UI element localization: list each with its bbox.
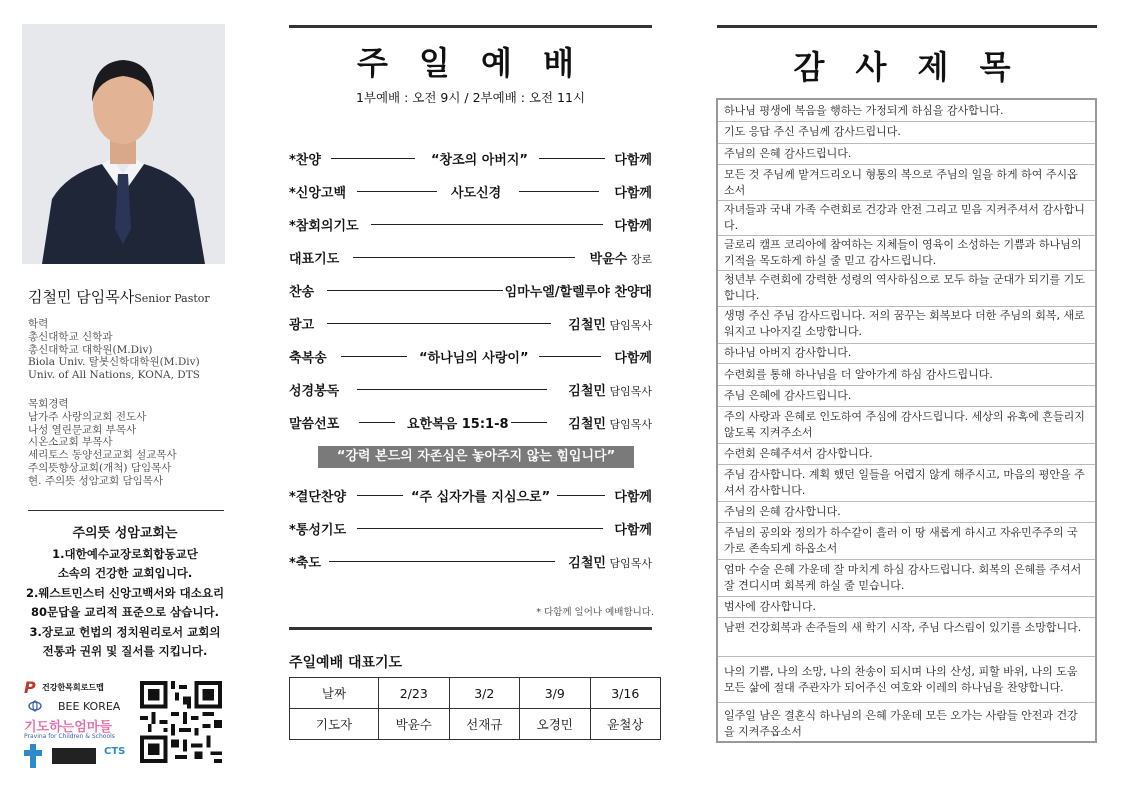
thanks-item: 청년부 수련회에 강력한 성령의 역사하심으로 모두 하늘 군대가 되기를 기도합니다. — [724, 273, 1085, 302]
table-cell: 윤철상 — [590, 709, 661, 740]
order-item — [289, 517, 652, 539]
divider — [718, 443, 1095, 444]
thanks-item: 범사에 감사합니다. — [724, 600, 817, 613]
divider — [718, 343, 1095, 344]
divider — [718, 596, 1095, 597]
order-label: 축복송 — [289, 351, 327, 366]
order-title: “주 십자가를 지심으로” — [411, 490, 551, 505]
order-leader: 김철민 — [568, 417, 606, 432]
leader-line — [539, 158, 605, 159]
career-item: 주의뜻향상교회(개척) 담임목사 — [28, 461, 172, 474]
education-item: 총신대학교 대학원(M.Div) — [28, 343, 153, 356]
order-title: 사도신경 — [451, 186, 502, 201]
thanks-item: 주님 은혜에 감사드립니다. — [724, 389, 852, 402]
order-label: 광고 — [289, 318, 315, 333]
bee-icon — [28, 699, 42, 713]
career-section — [28, 398, 177, 488]
divider — [718, 200, 1095, 201]
career-item: 현. 주의뜻 성암교회 담임목사 — [28, 474, 164, 487]
order-leader-role: 담임목사 — [605, 319, 652, 332]
leader-line — [357, 191, 437, 192]
order-leader: 임마누엘/할렐루야 찬양대 — [504, 285, 652, 300]
thanks-item: 수련회 은혜주셔서 감사합니다. — [724, 447, 873, 460]
table-cell: 기도자 — [290, 709, 379, 740]
divider — [718, 143, 1095, 144]
thanks-list — [716, 98, 1097, 743]
order-label: *축도 — [289, 556, 321, 571]
order-label: *통성기도 — [289, 523, 347, 538]
health-roadmap-text: 건강한목회로드맵 — [42, 683, 104, 692]
church-line: 2.웨스트민스터 신앙고백서와 대소요리 — [25, 585, 225, 600]
order-item — [289, 411, 652, 433]
pastor-portrait-illustration — [22, 24, 225, 264]
sermon-title-banner: “강력 본드의 자존심은 놓아주지 않는 힘입니다” — [318, 446, 634, 468]
career-item: 남가주 사랑의교회 전도사 — [28, 410, 147, 423]
table-cell: 오경민 — [520, 709, 591, 740]
divider — [718, 306, 1095, 307]
order-title: 요한복음 15:1-8 — [407, 417, 509, 432]
order-item — [289, 312, 652, 334]
order-leader-role: 장로 — [627, 253, 652, 266]
table-header-cell: 3/16 — [590, 678, 661, 709]
thanks-item: 엄마 수술 은혜 가운데 잘 마치게 하심 감사드립니다. 회복의 은혜를 주셔서 잘 견디시며 회복케 하실 줄 믿습니다. — [724, 563, 1082, 592]
stand-note: * 다함께 일어나 예배합니다. — [536, 607, 654, 618]
divider — [718, 164, 1095, 165]
education-item: 총신대학교 신학과 — [28, 330, 113, 343]
education-item: Univ. of All Nations, KONA, DTS — [28, 369, 200, 382]
prayer-schedule-table — [289, 677, 661, 740]
leader-line — [371, 224, 603, 225]
divider — [28, 510, 224, 511]
order-leader-role: 담임목사 — [605, 557, 652, 570]
order-leader: 다함께 — [614, 351, 652, 366]
order-title: “창조의 아버지” — [431, 153, 528, 168]
thanks-item: 나의 기쁨, 나의 소망, 나의 찬송이 되시며 나의 산성, 피할 바위, 나의 도움 모든 삶에 절대 주관자가 되어주신 여호와 이레의 하나님을 찬양합니다. — [724, 665, 1078, 694]
qr-code-icon[interactable] — [140, 681, 222, 763]
pastor-name-ko: 김철민 담임목사 — [28, 288, 135, 306]
divider — [718, 406, 1095, 407]
table-header-cell: 3/9 — [520, 678, 591, 709]
order-leader-role: 담임목사 — [605, 385, 652, 398]
thanks-item: 모든 것 주님께 맡겨드리오니 형통의 복으로 주님의 일을 하게 하여 주시옵소서 — [724, 168, 1078, 197]
leader-line — [357, 389, 547, 390]
divider — [718, 522, 1095, 523]
table-header-cell: 2/23 — [379, 678, 450, 709]
order-leader: 김철민 — [568, 556, 606, 571]
leader-line — [327, 323, 551, 324]
divider — [718, 235, 1095, 236]
divider — [289, 627, 652, 630]
partner-logos — [24, 680, 132, 770]
career-item: 나성 열린문교회 부목사 — [28, 423, 137, 436]
order-item — [289, 550, 652, 572]
divider — [718, 363, 1095, 364]
order-leader: 김철민 — [568, 318, 606, 333]
thanks-item: 주님의 공의와 정의가 하수같이 흘러 이 땅 새롭게 하시고 자유민주주의 국가로 존속되게 하옵소서 — [724, 526, 1078, 555]
prayer-schedule-title: 주일예배 대표기도 — [289, 655, 403, 671]
leader-line — [329, 561, 555, 562]
pastor-photo — [22, 24, 225, 264]
church-line: 3.장로교 헌법의 정치원리로서 교회의 — [29, 624, 221, 639]
cts-logo: CTS — [104, 746, 126, 757]
order-leader: 다함께 — [614, 153, 652, 168]
bee-korea-text: BEE KOREA — [58, 700, 121, 713]
divider — [289, 25, 652, 28]
divider — [718, 617, 1095, 618]
leader-line — [357, 528, 603, 529]
order-label: *신앙고백 — [289, 186, 347, 201]
divider — [717, 25, 1097, 28]
prayer-moms-logo: 기도하는엄마들 — [24, 720, 112, 735]
divider — [718, 270, 1095, 271]
divider — [718, 656, 1095, 657]
thanks-item: 수련회를 통해 하나님을 더 알아가게 하심 감사드립니다. — [724, 368, 993, 381]
order-label: 말씀선포 — [289, 417, 340, 432]
thanks-item: 기도 응답 주신 주님께 감사드립니다. — [724, 125, 901, 138]
leader-line — [327, 290, 503, 291]
order-item — [289, 147, 652, 169]
order-item — [289, 378, 652, 400]
order-item — [289, 279, 652, 301]
leader-line — [357, 495, 403, 496]
education-section — [28, 318, 200, 382]
worship-times: 1부예배 : 오전 9시 / 2부예배 : 오전 11시 — [355, 90, 586, 105]
thanks-item: 주의 사랑과 은혜로 인도하여 주심에 감사드립니다. 세상의 유혹에 흔들리지 않도록 지켜주소서 — [724, 410, 1085, 439]
order-item — [289, 180, 652, 202]
order-leader-role: 담임목사 — [605, 418, 652, 431]
church-line: 전통과 권위 및 질서를 지킵니다. — [42, 644, 208, 658]
cross-logo-icon — [24, 744, 42, 768]
table-row — [290, 678, 661, 709]
thanks-item: 주님의 은혜 감사합니다. — [724, 505, 841, 518]
thanks-item: 하나님 평생에 복음을 행하는 가정되게 하심을 감사합니다. — [724, 104, 1004, 117]
bee-korea-logo — [24, 698, 132, 716]
career-item: 시온소교회 부목사 — [28, 436, 113, 449]
thanks-item: 주님 감사합니다. 계획 했던 일들을 어렵지 않게 해주시고, 마음의 평안을 주셔서 감사합니다. — [724, 468, 1085, 497]
leader-line — [539, 356, 601, 357]
prayer-moms-tagline: Pravina for Children & Schools — [24, 733, 115, 740]
order-label: 찬송 — [289, 285, 315, 300]
thanks-item: 주님의 은혜 감사드립니다. — [724, 147, 852, 160]
table-header-cell: 3/2 — [449, 678, 520, 709]
divider — [718, 501, 1095, 502]
church-seal-logo-icon — [52, 748, 96, 764]
divider — [718, 121, 1095, 122]
table-cell: 선재규 — [449, 709, 520, 740]
worship-title: 주 일 예 배 — [356, 44, 585, 82]
leader-line — [331, 158, 415, 159]
leader-line — [341, 356, 407, 357]
leader-line — [353, 257, 575, 258]
church-line: 1.대한예수교장로회합동교단 — [52, 546, 198, 561]
church-line: 80문답을 교리적 표준으로 삼습니다. — [31, 605, 219, 619]
table-row — [290, 709, 661, 740]
church-description — [22, 524, 228, 662]
pastor-title-en: Senior Pastor — [134, 292, 210, 305]
order-leader: 다함께 — [614, 490, 652, 505]
leader-line — [519, 191, 599, 192]
education-heading: 학력 — [28, 318, 49, 330]
order-item — [289, 246, 652, 268]
career-heading: 목회경력 — [28, 398, 69, 410]
thanks-item: 생명 주신 주님 감사드립니다. 저의 꿈꾸는 회복보다 더한 주님의 회복, 새로워지고 나아지길 소망합니다. — [724, 309, 1085, 338]
thanks-item: 일주일 남은 결혼식 하나님의 은혜 가운데 모든 오가는 사람들 안전과 건강을 지켜주옵소서 — [724, 709, 1078, 738]
church-line: 소속의 건강한 교회입니다. — [57, 566, 193, 580]
order-item — [289, 345, 652, 367]
order-leader: 김철민 — [568, 384, 606, 399]
table-header-cell: 날짜 — [290, 678, 379, 709]
thanks-item: 자녀들과 국내 가족 수련회로 건강과 안전 그리고 믿음 지켜주셔서 감사합니다. — [724, 203, 1085, 232]
leader-line — [359, 422, 395, 423]
divider — [718, 385, 1095, 386]
order-label: *참회의기도 — [289, 219, 359, 234]
career-item: 세리토스 동양선교교회 설교목사 — [28, 449, 177, 462]
leader-line — [557, 495, 605, 496]
church-title: 주의뜻 성암교회는 — [72, 526, 178, 541]
order-leader: 다함께 — [614, 186, 652, 201]
thanks-item: 글로리 캠프 코리아에 참여하는 지체들이 영육이 소성하는 기쁨과 하나님의 기적을 목도하게 하실 줄 믿고 감사드립니다. — [724, 238, 1082, 267]
education-item: Biola Univ. 탈봇신학대학원(M.Div) — [28, 356, 200, 369]
pg-logo-mark-icon: P — [24, 678, 36, 697]
divider — [718, 464, 1095, 465]
pastor-name — [28, 286, 210, 307]
order-item — [289, 213, 652, 235]
order-leader: 박윤수 — [589, 252, 628, 267]
table-cell: 박윤수 — [379, 709, 450, 740]
order-leader: 다함께 — [614, 523, 652, 538]
order-label: 성경봉독 — [289, 384, 340, 399]
divider — [718, 702, 1095, 703]
order-label: *찬양 — [289, 153, 321, 168]
order-title: “하나님의 사랑이” — [419, 351, 529, 366]
order-item — [289, 484, 652, 506]
leader-line — [511, 422, 547, 423]
order-leader: 다함께 — [614, 219, 652, 234]
thanks-item: 하나님 아버지 감사합니다. — [724, 346, 852, 359]
order-label: 대표기도 — [289, 252, 340, 267]
thanks-item: 남편 건강회복과 손주들의 새 학기 시작, 주님 다스림이 있기를 소망합니다. — [724, 621, 1082, 634]
order-label: *결단찬양 — [289, 490, 347, 505]
divider — [718, 559, 1095, 560]
health-roadmap-logo — [24, 680, 132, 696]
thanks-title: 감 사 제 목 — [793, 48, 1021, 86]
